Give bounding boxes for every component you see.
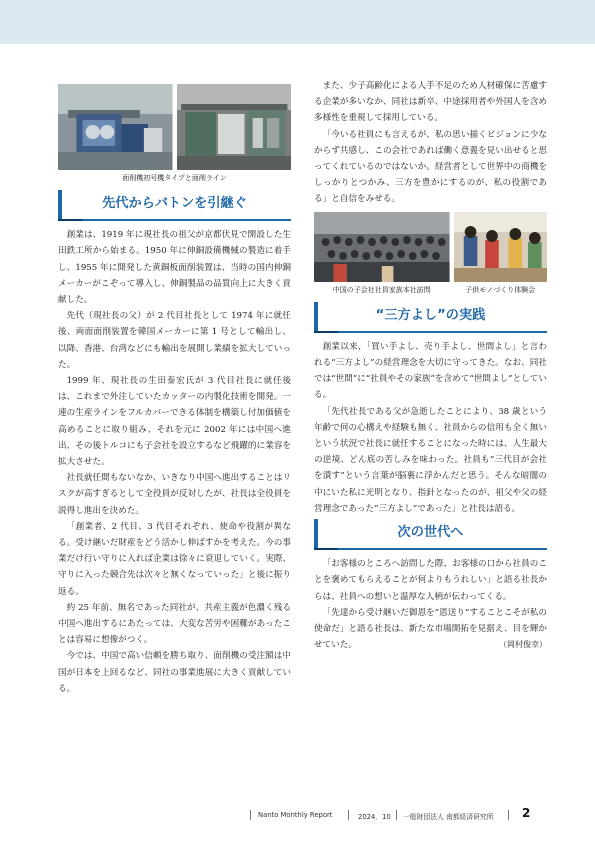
section3-last-text: 「先達から受け継いだ御恩を“恩送り”することこそが私の使命だ」と語る社長は、新たな市場開拓を見据え、目を輝かせていた。 — [314, 607, 547, 651]
mid-photos — [314, 212, 547, 282]
group-photo — [314, 212, 450, 282]
section-heading-sanpo-yoshi: “三方よし”の実践 — [314, 302, 547, 333]
line-photo — [177, 84, 292, 170]
section1-paragraph: 1999 年、現社長の生田泰宏氏が 3 代目社長に就任後は、これまで外注していたカッターの内製化技術を開発。一連の生産ラインをフルカバーできる体制を構築し付加価値を高めることに取り組み、それを元に 2002 年には中国へ進出、その後トルコにも子会社を設立するなど飛躍的に業容を拡大させた。 — [58, 376, 291, 468]
group-photo-caption: 中国の子会社社員家族本社訪問 — [332, 285, 431, 294]
section2-paragraph: 創業以来、「買い手よし、売り手よし、世間よし」と言われる“三方よし”の経営理念を大切に守ってきた。なお、同社では“世間”に“社員やその家族”を含めて“世間よし”としている。 — [314, 341, 547, 401]
section1-paragraph: 社長就任間もないなか、いきなり中国へ進出することはリスクが高すぎるとして全役員が反対したが、社長は全役員を説得し進出を決めた。 — [58, 473, 291, 516]
top-photos-caption: 面削機初号機タイプと面削ライン — [122, 174, 227, 182]
top-photos — [58, 84, 291, 170]
right-column — [314, 78, 547, 653]
section3-paragraph: 「お客様のところへ訪問した際、お客様の口から社員のことを褒めてもらえることが何よりもうれしい」と語る社長からは、社員への想いと温厚な人柄が伝わってくる。 — [314, 559, 547, 602]
section1-paragraph: 約 25 年前、無名であった同社が、共産主義が色濃く残る中国へ進出するにあたっては、大変な苦労や困難があったことは容易に想像がつく。 — [58, 602, 291, 646]
footer-separator — [396, 810, 397, 820]
author-byline: （岡村俊幸） — [499, 640, 547, 650]
machine-photo — [58, 84, 173, 170]
footer-publication: Nanto Monthly Report — [258, 811, 333, 819]
section1-paragraph: 「創業者、2 代目、3 代目それぞれ、使命や役割が異なる。受け継いだ財産をどう活かし伸ばすかを考えた。今の事業だけ行い守りに入れば企業は徐々に衰退していく。実際、守りに入った競合先は次々と無くなっていった」と後に振り返る。 — [58, 521, 291, 597]
section-heading-next-generation: 次の世代へ — [314, 519, 547, 550]
section1-paragraph: 創業は、1919 年に現社長の祖父が京都伏見で開設した生田鉄工所から始まる。1950 年に伸銅設備機械の製造に着手し、1955 年に開発した黄銅板面削装置は、当時の国内伸銅メーカーがこぞって導入し、伸銅製品の品質向上に大きく貢献した。 — [58, 230, 291, 306]
section2-paragraph: 「先代社長である父が急逝したことにより、38 歳という年齢で何の心構えや経験も無く、社員からの信用も全く無いという状況で社長に就任することになった時には、人生最大の逆境、どん底の苦しみを味わった。社員も“三代目が会社を潰す”という言葉が脳裏に浮かんだと思う。そんな暗闇の中にいた私に光明となり、指針となったのが、祖父や父の経営理念であった“三方よし”であった」と社長は語る。 — [314, 406, 547, 514]
page-footer — [0, 805, 595, 825]
section1-paragraph: 今では、中国で高い信頼を勝ち取り、面削機の受注額は中国が日本を上回るなど、同社の事業進展に大きく貢献している。 — [58, 651, 291, 694]
mid-captions — [314, 284, 547, 296]
intro-paragraph: 「今いる社員にも言えるが、私の思い描くビジョンに少なからず共感し、この会社であれば働く意義を見い出せると思ってくれているのではないか。経営者として世界中の商機をしっかりとつかみ、三方を豊かにするのが、私の役割である」と自信をみせる。 — [314, 129, 547, 205]
footer-separator — [250, 810, 251, 820]
footer-separator — [508, 810, 509, 820]
page-number: 2 — [522, 806, 531, 820]
header-band — [0, 0, 595, 44]
left-column — [58, 84, 291, 697]
workshop-photo-caption: 子供モノづくり体験会 — [465, 285, 536, 294]
section1-paragraph: 先代（現社長の父）が 2 代目社長として 1974 年に就任後、両面面削装置を韓国メーカーに第 1 号として輸出し、以降、香港、台湾などにも輸出を展開し業績を拡大していった。 — [58, 311, 291, 370]
intro-paragraph: また、少子高齢化による人手不足のため人材確保に苦慮する企業が多いなか、同社は新卒、中途採用者や外国人を含め多様性を重視して採用している。 — [314, 81, 547, 124]
footer-separator — [348, 810, 349, 820]
workshop-photo — [454, 212, 547, 282]
section3-paragraph — [314, 605, 547, 654]
footer-publisher: 一般財団法人 南都経済研究所 — [403, 813, 494, 821]
section-heading-baton: 先代からバトンを引継ぐ — [58, 190, 291, 221]
footer-date: 2024．10 — [358, 813, 391, 821]
